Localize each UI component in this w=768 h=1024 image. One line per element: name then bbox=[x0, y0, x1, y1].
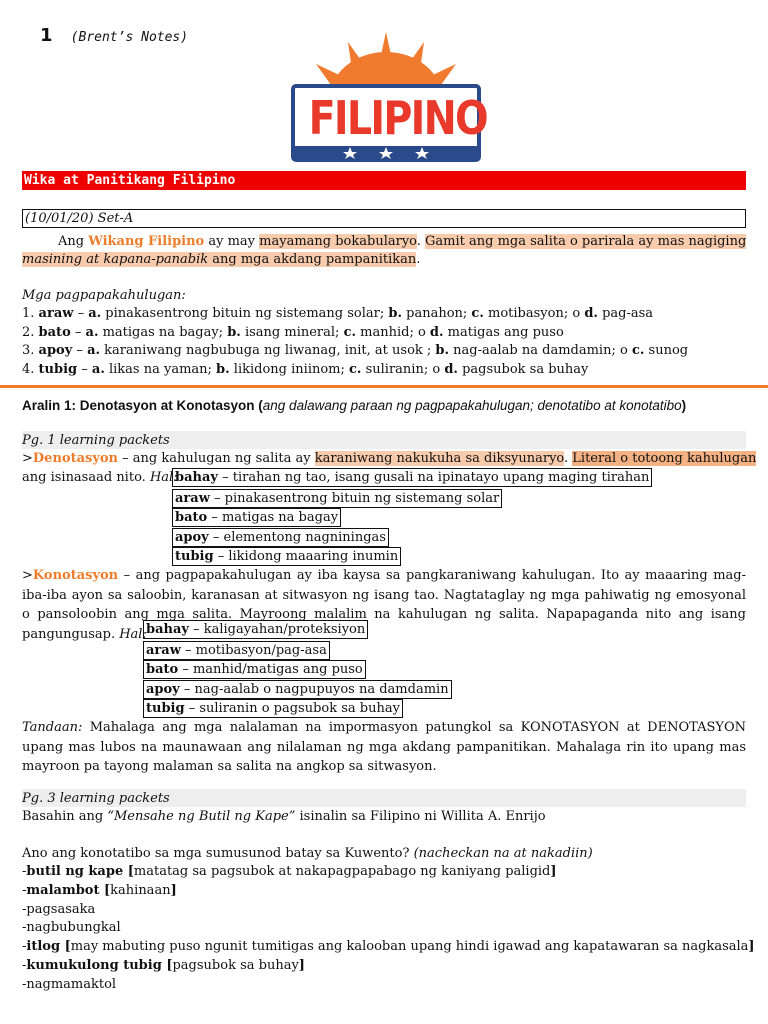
example-row bbox=[172, 528, 389, 547]
answer-item: -butil ng kape [matatag sa pagsubok at nakapagpapabago ng kaniyang paligid] bbox=[22, 864, 557, 879]
highlight-gamit: Gamit ang mga salita o parirala ay mas nagiging bbox=[425, 234, 747, 249]
example-word: tubig bbox=[175, 549, 214, 564]
tandaan-paragraph: Tandaan: Mahalaga ang mga nalalaman na impormasyon patungkol sa KONOTASYON at DENOTASYON upang mas lubos na maunawaan ang nilalaman ng mga akdang pampanitikan. Mahalaga rin ito upang mas mayroon pa tayong malaman sa salita na angkop sa sitwasyon. bbox=[22, 720, 746, 774]
example-definition: – manhid/matigas ang puso bbox=[178, 662, 363, 677]
set-label: (10/01/20) Set-A bbox=[25, 211, 134, 226]
meaning-item: 1. araw – a. pinakasentrong bituin ng sistemang solar; b. panahon; c. motibasyon; o d. pag-asa bbox=[22, 306, 654, 321]
answer-word: malambot bbox=[26, 882, 100, 898]
example-box bbox=[172, 547, 401, 566]
example-word: apoy bbox=[146, 681, 180, 697]
example-definition: – suliranin o pagsubok sa buhay bbox=[184, 701, 400, 716]
example-word: bahay bbox=[175, 470, 218, 485]
example-definition: – motibasyon/pag-asa bbox=[180, 642, 327, 658]
title-bar bbox=[22, 171, 746, 190]
page-header bbox=[40, 26, 188, 48]
example-word: bahay bbox=[146, 622, 189, 637]
section-divider bbox=[0, 385, 768, 388]
packet-1-label: Pg. 1 learning packets bbox=[22, 433, 170, 448]
example-definition: – elementong nagniningas bbox=[208, 529, 386, 545]
notes-label: (Brent’s Notes) bbox=[70, 30, 189, 45]
example-row bbox=[143, 699, 403, 718]
example-box bbox=[172, 489, 502, 508]
wikang-filipino-term: Wikang Filipino bbox=[88, 234, 205, 249]
example-row bbox=[143, 620, 368, 639]
example-row bbox=[172, 547, 401, 566]
logo-text: FILIPINO bbox=[308, 91, 487, 145]
example-row bbox=[143, 660, 366, 679]
example-row bbox=[143, 641, 330, 660]
example-definition: – nag-aalab o nagpupuyos na damdamin bbox=[179, 681, 449, 697]
story-title: “Mensahe ng Butil ng Kape” bbox=[107, 809, 296, 824]
packet-3-label: Pg. 3 learning packets bbox=[22, 791, 170, 806]
konotasyon-paragraph: >Konotasyon – ang pagpapakahulugan ay iba kaysa sa pangkaraniwang kahulugan. Ito ay maaaring mag-iba-iba ayon sa saloobin, karanasan at sitwasyon ng isang tao. Nagtataglay ng mga pahiwatig ng emosyonal o pansoloobin ang mga salita. Mayroong malalim na kahulugan ng salita. Napapaganda nito ang isang pangungusap. Hal: bbox=[22, 568, 746, 642]
example-word: apoy bbox=[175, 529, 209, 545]
set-label-box bbox=[22, 209, 746, 228]
denotasyon-line-2: ang isinasaad nito. Hal: bbox=[22, 470, 178, 485]
example-box bbox=[172, 508, 341, 527]
page-number: 1 bbox=[40, 25, 53, 46]
intro-line-2: masining at kapana-panabik ang mga akdang pampanitikan. bbox=[22, 252, 421, 267]
example-definition: – pinakasentrong bituin ng sistemang solar bbox=[209, 490, 500, 506]
tandaan-label: Tandaan: bbox=[22, 720, 83, 735]
example-box bbox=[172, 468, 652, 487]
example-box bbox=[143, 660, 366, 679]
example-row bbox=[172, 508, 341, 527]
example-word: araw bbox=[175, 490, 210, 506]
title-bar-text: Wika at Panitikang Filipino bbox=[24, 173, 236, 188]
example-definition: – matigas na bagay bbox=[207, 510, 339, 525]
answer-word: butil ng kape bbox=[26, 864, 124, 879]
answer-word: kumukulong tubig bbox=[26, 958, 162, 973]
meaning-item: 4. tubig – a. likas na yaman; b. likidong iniinom; c. suliranin; o d. pagsubok sa buhay bbox=[22, 361, 589, 377]
highlight-literal: Literal o totoong kahulugan bbox=[572, 451, 757, 466]
answer-item: -nagmamaktol bbox=[22, 976, 117, 992]
example-box bbox=[143, 620, 368, 639]
answer-meaning: kahinaan bbox=[110, 882, 171, 898]
answer-item: -malambot [kahinaan] bbox=[22, 882, 177, 898]
example-box bbox=[172, 528, 389, 547]
example-box bbox=[143, 641, 330, 660]
answer-word: itlog bbox=[26, 939, 61, 955]
answer-meaning: pagsubok sa buhay bbox=[172, 958, 299, 973]
example-word: bato bbox=[175, 510, 208, 525]
meaning-item: 2. bato – a. matigas na bagay; b. isang mineral; c. manhid; o d. matigas ang puso bbox=[22, 324, 564, 340]
example-definition: – tirahan ng tao, isang gusali na ipinatayo upang maging tirahan bbox=[217, 470, 650, 485]
example-box bbox=[143, 699, 403, 718]
highlight-diksyunaryo: karaniwang nakukuha sa diksyunaryo bbox=[314, 451, 565, 466]
denotasyon-term: Denotasyon bbox=[32, 451, 118, 466]
basahin-line: Basahin ang “Mensahe ng Butil ng Kape” isinalin sa Filipino ni Willita A. Enrijo bbox=[22, 809, 546, 824]
example-row bbox=[172, 468, 652, 487]
answer-meaning: pagsasaka bbox=[26, 901, 96, 917]
answer-meaning: nagmamaktol bbox=[26, 976, 117, 992]
example-word: tubig bbox=[146, 701, 185, 716]
answer-item: -nagbubungkal bbox=[22, 920, 121, 936]
example-word: bato bbox=[146, 662, 179, 677]
meanings-title: Mga pagpapakahulugan: bbox=[22, 288, 186, 303]
answer-item: -kumukulong tubig [pagsubok sa buhay] bbox=[22, 958, 305, 973]
example-definition: – kaligayahan/proteksiyon bbox=[188, 622, 366, 637]
answer-meaning: matatag sa pagsubok at nakapagpapabago ng kaniyang paligid bbox=[133, 864, 551, 879]
filipino-logo bbox=[290, 28, 487, 163]
konotasyon-term: Konotasyon bbox=[32, 568, 119, 583]
answer-meaning: may mabuting puso ngunit tumitigas ang kalooban upang hindi igawad ang kapatawaran sa nagkasala bbox=[70, 939, 749, 955]
answer-item: -pagsasaka bbox=[22, 901, 96, 917]
question-line: Ano ang konotatibo sa mga sumusunod batay sa Kuwento? (nacheckan na at nakadiin) bbox=[22, 846, 593, 861]
intro-line-1: Ang Wikang Filipino ay may mayamang bokabularyo. Gamit ang mga salita o parirala ay mas nagiging bbox=[58, 234, 747, 249]
highlight-bokabularyo: mayamang bokabularyo bbox=[259, 234, 417, 249]
denotasyon-line-1: >Denotasyon – ang kahulugan ng salita ay karaniwang nakukuha sa diksyunaryo. Literal o totoong kahulugan bbox=[22, 451, 757, 466]
example-box bbox=[143, 680, 452, 699]
example-word: araw bbox=[146, 642, 181, 658]
meaning-item: 3. apoy – a. karaniwang nagbubuga ng liwanag, init, at usok ; b. nag-aalab na damdamin; o c. sunog bbox=[22, 343, 689, 358]
answer-item: -itlog [may mabuting puso ngunit tumitigas ang kalooban upang hindi igawad ang kapatawaran sa nagkasala] bbox=[22, 939, 755, 955]
example-definition: – likidong maaaring inumin bbox=[213, 549, 399, 564]
example-row bbox=[172, 489, 502, 508]
aralin-title: Aralin 1: Denotasyon at Konotasyon (ang dalawang paraan ng pagpapakahulugan; denotatibo at konotatibo) bbox=[22, 398, 687, 413]
answer-meaning: nagbubungkal bbox=[26, 920, 121, 936]
example-row bbox=[143, 680, 452, 699]
